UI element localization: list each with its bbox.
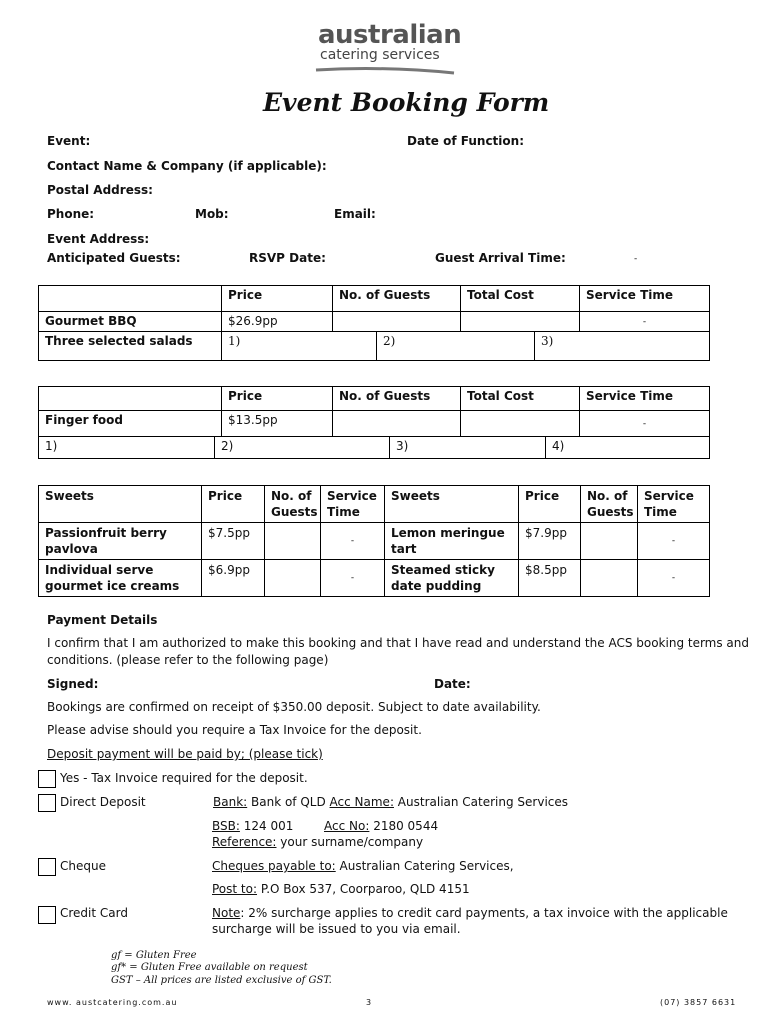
card-note-line-1 — [212, 906, 728, 920]
sweets-header-price-right: Price — [519, 486, 581, 523]
salad-choice-2[interactable]: 2) — [377, 332, 535, 361]
bbq-guests-cell[interactable] — [333, 312, 461, 332]
salad-choice-1[interactable]: 1) — [222, 332, 377, 361]
bbq-header-guests: No. of Guests — [333, 286, 461, 312]
sweet-time-sticky-date[interactable]: - — [638, 560, 710, 597]
cheque-payable-line — [212, 859, 514, 873]
bbq-item: Gourmet BBQ — [39, 312, 222, 332]
reference-line — [212, 835, 423, 849]
sweets-header-name-left: Sweets — [39, 486, 202, 523]
note-value-1: : 2% surcharge applies to credit card payments, a tax invoice with the applicable — [240, 906, 728, 920]
page-title: Event Booking Form — [263, 88, 550, 117]
bsb-value: 124 001 — [239, 819, 294, 833]
sweets-header-guests-right: No. of Guests — [581, 486, 638, 523]
bbq-total-cell[interactable] — [461, 312, 580, 332]
acc-no-line — [324, 819, 438, 833]
bsb-line — [212, 819, 293, 833]
finger-choices-row — [38, 436, 710, 459]
bank-label: Bank: — [213, 795, 248, 809]
acc-name-label: Acc Name: — [329, 795, 394, 809]
bank-details — [213, 795, 568, 809]
label-rsvp: RSVP Date: — [249, 251, 326, 265]
note-label: Note — [212, 906, 241, 920]
bbq-time-cell[interactable]: - — [580, 312, 710, 332]
sweet-time-lemon[interactable]: - — [638, 523, 710, 560]
deposit-note: Bookings are confirmed on receipt of $350.00 deposit. Subject to date availability. — [47, 700, 541, 714]
finger-item: Finger food — [39, 411, 222, 437]
finger-time-cell[interactable]: - — [580, 411, 710, 437]
label-phone: Phone: — [47, 207, 95, 221]
finger-header-total: Total Cost — [461, 387, 580, 411]
sweet-price-pavlova: $7.5pp — [202, 523, 265, 560]
acc-no-value: 2180 0544 — [369, 819, 439, 833]
label-date: Date: — [434, 677, 471, 691]
sweet-item-lemon: Lemon meringue tart — [385, 523, 519, 560]
checkbox-direct-deposit[interactable] — [38, 794, 56, 812]
footnote-gst: GST – All prices are listed exclusive of GST. — [111, 975, 332, 986]
logo-line1: australian — [318, 20, 462, 50]
cheque-value: Australian Catering Services, — [335, 859, 514, 873]
salad-choice-3[interactable]: 3) — [535, 332, 710, 361]
label-email: Email: — [334, 207, 376, 221]
finger-choice-3[interactable]: 3) — [390, 437, 546, 459]
finger-header-blank — [39, 387, 222, 411]
tax-note: Please advise should you require a Tax Invoice for the deposit. — [47, 723, 422, 737]
ref-label: Reference: — [212, 835, 277, 849]
sweet-price-sticky-date: $8.5pp — [519, 560, 581, 597]
sweets-header-time-left: Service Time — [321, 486, 385, 523]
option-direct-deposit: Direct Deposit — [60, 795, 146, 809]
label-mob: Mob: — [195, 207, 229, 221]
logo-line2: catering services — [320, 47, 440, 63]
sweet-guests-icecream[interactable] — [265, 560, 321, 597]
option-tax-invoice: Yes - Tax Invoice required for the deposit. — [60, 771, 308, 785]
label-event-address: Event Address: — [47, 232, 150, 246]
footnote-gf: gf = Gluten Free — [111, 950, 197, 961]
checkbox-tax-invoice[interactable] — [38, 770, 56, 788]
sweets-header-guests-left: No. of Guests — [265, 486, 321, 523]
post-to-line — [212, 882, 470, 896]
cheque-label: Cheques payable to: — [212, 859, 336, 873]
confirm-line-1: I confirm that I am authorized to make this booking and that I have read and understand the ACS booking terms and — [47, 636, 750, 650]
finger-price: $13.5pp — [222, 411, 333, 437]
card-note-line-2: surcharge will be issued to you via email. — [212, 922, 461, 936]
finger-total-cell[interactable] — [461, 411, 580, 437]
sweet-price-icecream: $6.9pp — [202, 560, 265, 597]
post-label: Post to: — [212, 882, 258, 896]
finger-guests-cell[interactable] — [333, 411, 461, 437]
sweet-item-sticky-date: Steamed sticky date pudding — [385, 560, 519, 597]
finger-header-price: Price — [222, 387, 333, 411]
bbq-header-time: Service Time — [580, 286, 710, 312]
bbq-header-price: Price — [222, 286, 333, 312]
label-event: Event: — [47, 134, 91, 148]
sweet-time-pavlova[interactable]: - — [321, 523, 385, 560]
acc-name-value: Australian Catering Services — [393, 795, 569, 809]
sweets-header-name-right: Sweets — [385, 486, 519, 523]
tick-heading: Deposit payment will be paid by; (please tick) — [47, 747, 323, 761]
option-credit-card: Credit Card — [60, 906, 128, 920]
finger-choice-4[interactable]: 4) — [546, 437, 710, 459]
label-guests: Anticipated Guests: — [47, 251, 181, 265]
confirm-line-2: conditions. (please refer to the following page) — [47, 653, 329, 667]
bank-value: Bank of QLD — [247, 795, 330, 809]
sweets-header-price-left: Price — [202, 486, 265, 523]
sweets-header-time-right: Service Time — [638, 486, 710, 523]
option-cheque: Cheque — [60, 859, 106, 873]
sweets-table — [38, 485, 710, 597]
acc-no-label: Acc No: — [324, 819, 370, 833]
salads-label: Three selected salads — [39, 332, 222, 361]
label-signed: Signed: — [47, 677, 99, 691]
label-postal: Postal Address: — [47, 183, 153, 197]
arrival-dash: - — [634, 254, 638, 264]
footnote-gf-star: gf* = Gluten Free available on request — [111, 962, 308, 973]
payment-heading: Payment Details — [47, 613, 158, 627]
sweet-guests-pavlova[interactable] — [265, 523, 321, 560]
footer-phone: (07) 3857 6631 — [660, 998, 737, 1007]
label-arrival: Guest Arrival Time: — [435, 251, 566, 265]
finger-choice-1[interactable]: 1) — [39, 437, 215, 459]
finger-choice-2[interactable]: 2) — [215, 437, 390, 459]
bbq-price: $26.9pp — [222, 312, 333, 332]
sweet-guests-lemon[interactable] — [581, 523, 638, 560]
sweet-time-icecream[interactable]: - — [321, 560, 385, 597]
bbq-table — [38, 285, 710, 332]
finger-header-time: Service Time — [580, 387, 710, 411]
bbq-header-blank — [39, 286, 222, 312]
label-date-of-function: Date of Function: — [407, 134, 524, 148]
sweet-item-pavlova: Passionfruit berry pavlova — [39, 523, 202, 560]
finger-header-guests: No. of Guests — [333, 387, 461, 411]
checkbox-credit-card[interactable] — [38, 906, 56, 924]
sweet-item-icecream: Individual serve gourmet ice creams — [39, 560, 202, 597]
logo-swoosh — [314, 64, 464, 78]
post-value: P.O Box 537, Coorparoo, QLD 4151 — [257, 882, 470, 896]
footer-page-number: 3 — [366, 998, 373, 1007]
label-contact: Contact Name & Company (if applicable): — [47, 159, 327, 173]
ref-value: your surname/company — [276, 835, 424, 849]
bsb-label: BSB: — [212, 819, 240, 833]
finger-table — [38, 386, 710, 437]
company-logo — [318, 20, 462, 80]
sweet-guests-sticky-date[interactable] — [581, 560, 638, 597]
footer-website: www. austcatering.com.au — [47, 998, 178, 1007]
checkbox-cheque[interactable] — [38, 858, 56, 876]
bbq-salads-row — [38, 331, 710, 361]
bbq-header-total: Total Cost — [461, 286, 580, 312]
sweet-price-lemon: $7.9pp — [519, 523, 581, 560]
